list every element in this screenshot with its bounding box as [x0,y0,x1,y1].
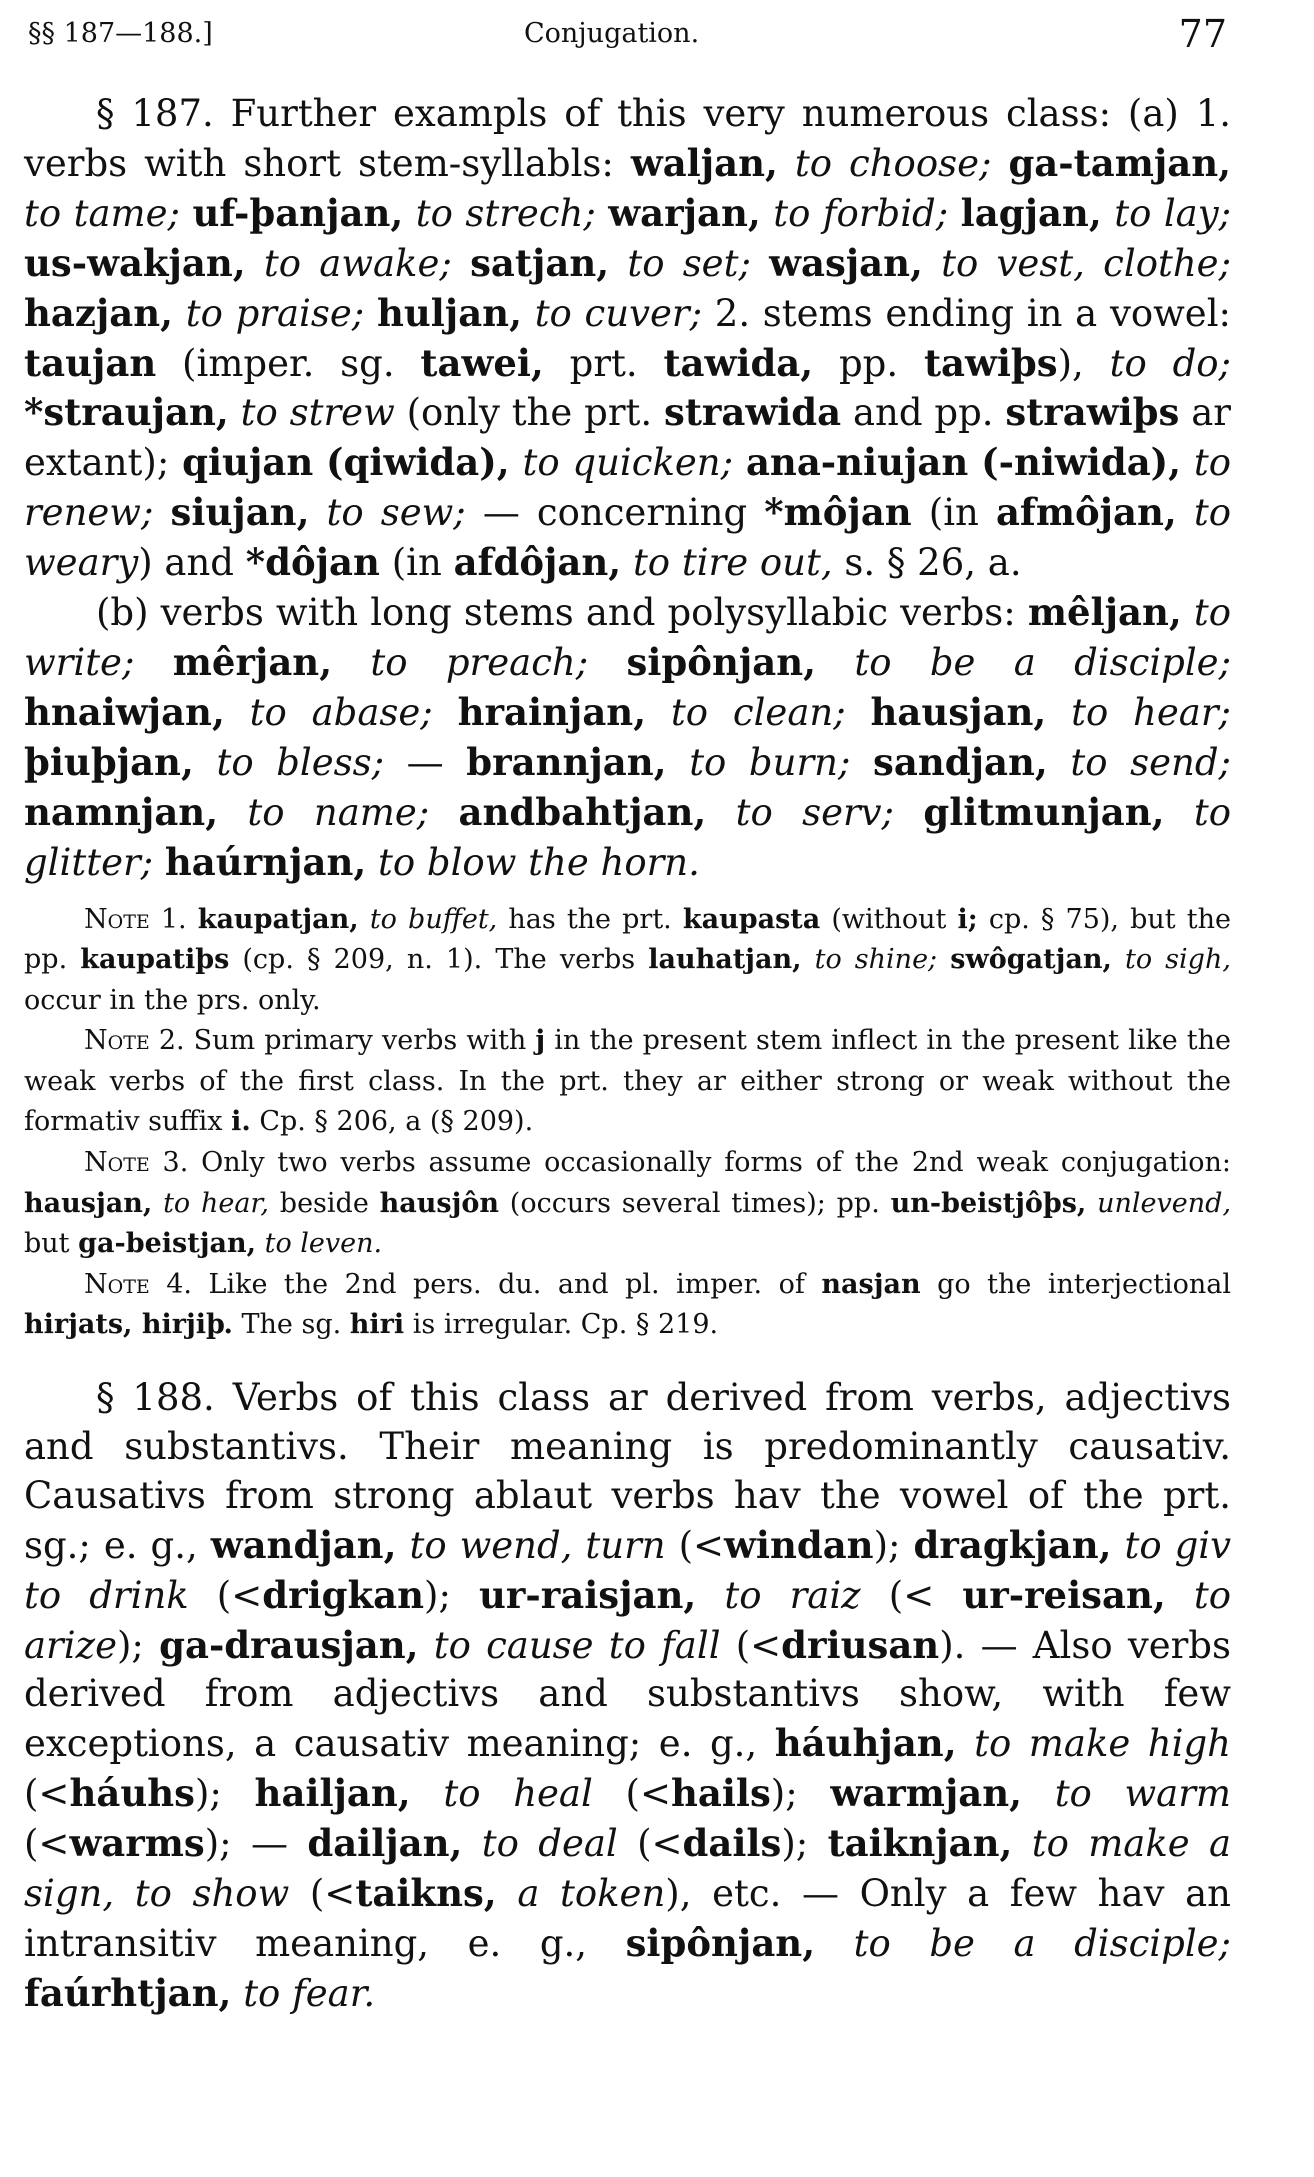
body-text: pp. [838,341,899,385]
body-text: Like the 2nd pers. du. and pl. imper. of [208,1268,805,1300]
body-text: (in [391,541,442,585]
body-text: ); [194,1772,222,1816]
body-text: in the present stem inflect in the present like the weak verbs of the first class. In the prt. they ar either strong or weak without the formativ suffix [24,1025,1231,1138]
gloss: to lay; [1114,191,1232,235]
body-text: The sg. [241,1309,342,1341]
gothic-word: (qiwida), [326,440,510,485]
gothic-word: sipônjan, [626,639,817,684]
body-text: 2. stems ending in a vowel: [714,291,1231,335]
gothic-word: háuhjan, [774,1721,957,1766]
gothic-word: mêrjan, [172,639,333,684]
gothic-word: siujan, [170,490,310,535]
gloss: to arize [24,1573,1231,1667]
gothic-word: dailjan, [307,1821,463,1866]
gothic-word: háuhs [69,1771,195,1816]
gloss: to forbid; [773,191,949,235]
gothic-word: huljan, [376,290,522,335]
gloss: to renew; [24,441,1232,535]
section-label: § 188. [96,1376,215,1420]
gloss: to be a disciple; [853,1922,1232,1965]
body-text: ). — Also verbs derived from adjectivs and substantivs show, with few exceptions, a causativ meaning; e. g., [24,1623,1231,1766]
gothic-word: i; [957,903,978,935]
gothic-word: kaupatiþs [80,944,230,976]
gothic-word: andbahtjan, [458,789,707,834]
gloss: to sew; [326,491,466,535]
gloss: to buffet, [369,903,498,935]
gothic-word: brannjan, [466,739,667,784]
body-text: (< [625,1772,671,1816]
body-text: beside [279,1187,369,1219]
note-label: Note 2. [84,1025,185,1057]
item-label: (a) 1. [1127,92,1232,135]
gloss: to name; [247,790,430,834]
body-text: go the interjectional [937,1268,1231,1300]
gothic-word: ana-niujan [745,440,969,485]
gloss: to choose; [794,141,992,185]
gothic-word: us-wakjan, [24,240,246,285]
paragraph-188 [24,1374,1231,2019]
gloss: to raiz [724,1573,861,1617]
body-text: prt. [569,341,638,385]
gloss: to glitter; [24,790,1231,884]
gothic-word: mêljan, [1027,590,1182,635]
gothic-word: namnjan, [24,789,219,834]
gothic-word: warjan, [608,190,761,235]
body-text: verbs with long stems and polysyllabic verbs: [160,591,1016,635]
note-label: Note 1. [84,903,187,935]
gothic-word: hirjats, hirjiþ. [24,1309,233,1341]
section-label: § 187. [96,92,214,135]
note-3 [24,1143,1231,1265]
body-text: (imper. sg. [182,341,395,385]
gloss: to tire out, [632,541,833,585]
gloss: to preach; [370,640,589,684]
body-text: is irregular. Cp. § 219. [412,1309,719,1341]
body-text: cp. § 75), but the pp. [24,903,1231,976]
gothic-word: warms [69,1821,205,1866]
body-text: occur in the prs. only. [24,984,321,1016]
gothic-word: hazjan, [24,290,174,335]
body-text: — concerning [482,491,748,535]
gothic-word: taikns, [355,1871,497,1916]
gloss: to blow the horn. [378,840,700,884]
gothic-word: hailjan, [254,1771,411,1816]
gothic-word: ga-drausjan, [159,1622,419,1667]
gothic-word: *straujan, [24,390,229,435]
book-page [24,0,1231,2019]
gothic-word: lauhatjan, [648,944,802,976]
gothic-word: *môjan [764,490,912,535]
body-text: and pp. [853,391,994,435]
gothic-word: afdôjan, [453,540,622,585]
body-text: ), [1057,341,1084,385]
gloss: to send; [1070,740,1232,784]
gothic-word: þiuþjan, [24,739,194,784]
gloss: to write; [24,591,1231,684]
gloss: to serv; [735,790,895,834]
gloss: to sigh, [1124,944,1231,976]
gothic-word: strawida [664,390,842,435]
body-text: (< [216,1573,263,1617]
cross-reference: s. § 26, a. [844,541,1022,585]
gothic-word: satjan, [470,240,610,285]
gothic-word: hiri [349,1309,405,1341]
gloss: to hear, [163,1187,269,1219]
gothic-word: wandjan, [210,1522,397,1567]
gothic-word: dragkjan, [913,1522,1112,1567]
gloss: to do; [1109,341,1232,385]
gothic-word: windan [724,1522,874,1567]
gloss: to awake; [263,241,452,285]
gloss: to praise; [185,291,365,335]
body-text: ); [781,1822,809,1866]
gloss: to strew [240,391,395,435]
body-text: Sum primary verbs with [193,1025,527,1057]
body-text: verbs with short stem-syllabls: [24,141,614,185]
body-text: (< [309,1872,356,1916]
gloss: to set; [627,241,751,285]
body-text: ); [424,1573,451,1617]
section-range: §§ 187—188.] [28,18,213,49]
body-text: (< [24,1772,70,1816]
gothic-word: hausjôn [379,1187,499,1219]
gothic-word: lagjan, [960,190,1102,235]
gloss: to make a sign, to show [24,1822,1232,1916]
gothic-word: taiknjan, [827,1821,1013,1866]
gloss: to vest, clothe; [941,241,1232,285]
gothic-word: kaupasta [682,903,821,935]
gloss: to fear. [243,1971,376,2015]
gothic-word: sipônjan, [625,1921,816,1965]
body-text: (< [678,1523,725,1567]
gloss: to deal [481,1822,618,1866]
chapter-title: Conjugation. [524,18,700,49]
notes [24,900,1231,1347]
gloss: to be a disciple; [854,640,1232,684]
gloss: to hear; [1071,690,1231,734]
body-text: — [406,740,444,784]
gothic-word: hrainjan, [457,689,647,734]
gothic-word: glitmunjan, [923,789,1165,834]
gothic-word: strawiþs [1005,390,1180,435]
body-text: (< [24,1822,70,1866]
gothic-word: j [535,1025,546,1057]
gothic-word: *dôjan [245,540,380,585]
body-text: (only the prt. [406,391,653,435]
gothic-word: tawida, [663,340,814,385]
gothic-word: ga-tamjan, [1008,140,1231,185]
note-2 [24,1021,1231,1143]
gothic-word: ga-beistjan, [78,1228,256,1260]
gothic-word: nasjan [821,1268,921,1300]
paragraph-187a [24,90,1231,588]
body-text: ); — [204,1822,288,1866]
gothic-word: driusan [781,1622,940,1667]
gloss: to bless; [216,740,385,784]
gloss: to burn; [689,740,851,784]
gloss: to leven. [264,1228,383,1260]
gloss: to giv to drink [24,1523,1232,1617]
body-text: ar extant); [24,391,1231,485]
gloss: to wend, turn [409,1523,666,1567]
running-header [24,0,1231,80]
body-text: (< [888,1573,935,1617]
gothic-word: wasjan, [769,240,923,285]
gloss: to shine; [814,944,938,976]
gothic-word: un-beistjôþs, [890,1187,1087,1219]
body-text: (< [637,1822,683,1866]
body-text: Only two verbs assume occasionally forms of the 2nd weak conjugation: [201,1147,1231,1179]
gothic-word: swôgatjan, [950,944,1112,976]
gothic-word: faúrhtjan, [24,1970,232,2015]
body-text: (without [831,903,947,935]
gloss: to strech; [415,191,596,235]
gothic-word: i. [231,1106,251,1138]
body-text: Cp. § 206, a (§ 209). [259,1106,534,1138]
gloss: a token [517,1872,666,1916]
gloss: to cause to fall [433,1623,721,1667]
gothic-word: hails [670,1771,771,1816]
body-text: has the prt. [508,903,672,935]
gothic-word: dails [682,1821,782,1866]
gloss: to cuver; [534,291,703,335]
body-text: (occurs several times); pp. [509,1187,880,1219]
body-text: ); [116,1623,144,1667]
gothic-word: hausjan, [870,689,1047,734]
gothic-word: uf-þanjan, [192,190,404,235]
gloss: unlevend, [1097,1187,1232,1219]
gloss: to heal [443,1772,593,1816]
page-number: 77 [1178,12,1227,56]
note-4 [24,1265,1231,1346]
body-text: ); [873,1523,901,1567]
gothic-word: tawiþs [923,340,1058,385]
gloss: to clean; [670,690,846,734]
gothic-word: hnaiwjan, [24,689,225,734]
gothic-word: afmôjan, [995,490,1177,535]
body-text: (in [928,491,979,535]
gothic-word: ur-raisjan, [479,1572,697,1617]
gothic-word: hausjan, [24,1187,153,1219]
gloss: to quicken; [522,441,734,485]
paragraph-187b [24,588,1231,887]
note-label: Note 3. [84,1147,189,1179]
gothic-word: kaupatjan, [197,903,359,935]
gothic-word: haúrnjan, [164,839,367,884]
body-text: (< [735,1623,782,1667]
body-text: ); [770,1772,798,1816]
gothic-word: qiujan [182,440,314,485]
gloss: to abase; [249,690,433,734]
intro-text: Further exampls of this very numerous class: [230,92,1112,135]
gothic-word: waljan, [630,140,778,185]
item-label: (b) [96,591,149,635]
gothic-word: warmjan, [830,1771,1022,1816]
gothic-word: drigkan [262,1572,425,1617]
body-text: ) and [138,541,234,585]
gloss: to make high [974,1722,1231,1766]
gloss: to weary [24,491,1232,585]
body-text: ), etc. — Only a few hav an intransitiv meaning, e. g., [24,1872,1231,1965]
note-label: Note 4. [84,1268,193,1300]
body-text: but [24,1228,70,1260]
gothic-word: taujan [24,340,157,385]
gothic-word: ur-reisan, [962,1572,1166,1617]
body-text: Verbs of this class ar derived from verbs, adjectivs and substantivs. Their meaning is predominantly causativ. Causativs from strong ablaut verbs hav the vowel of the prt. sg.; e. g., [24,1376,1231,1567]
gloss: to tame; [24,191,180,235]
gloss: to warm [1054,1772,1232,1816]
gothic-word: tawei, [420,340,544,385]
note-1 [24,900,1231,1022]
body-text: (cp. § 209, n. 1). The verbs [242,944,636,976]
gothic-word: sandjan, [873,739,1048,784]
gothic-word: (-niwida), [981,440,1182,485]
